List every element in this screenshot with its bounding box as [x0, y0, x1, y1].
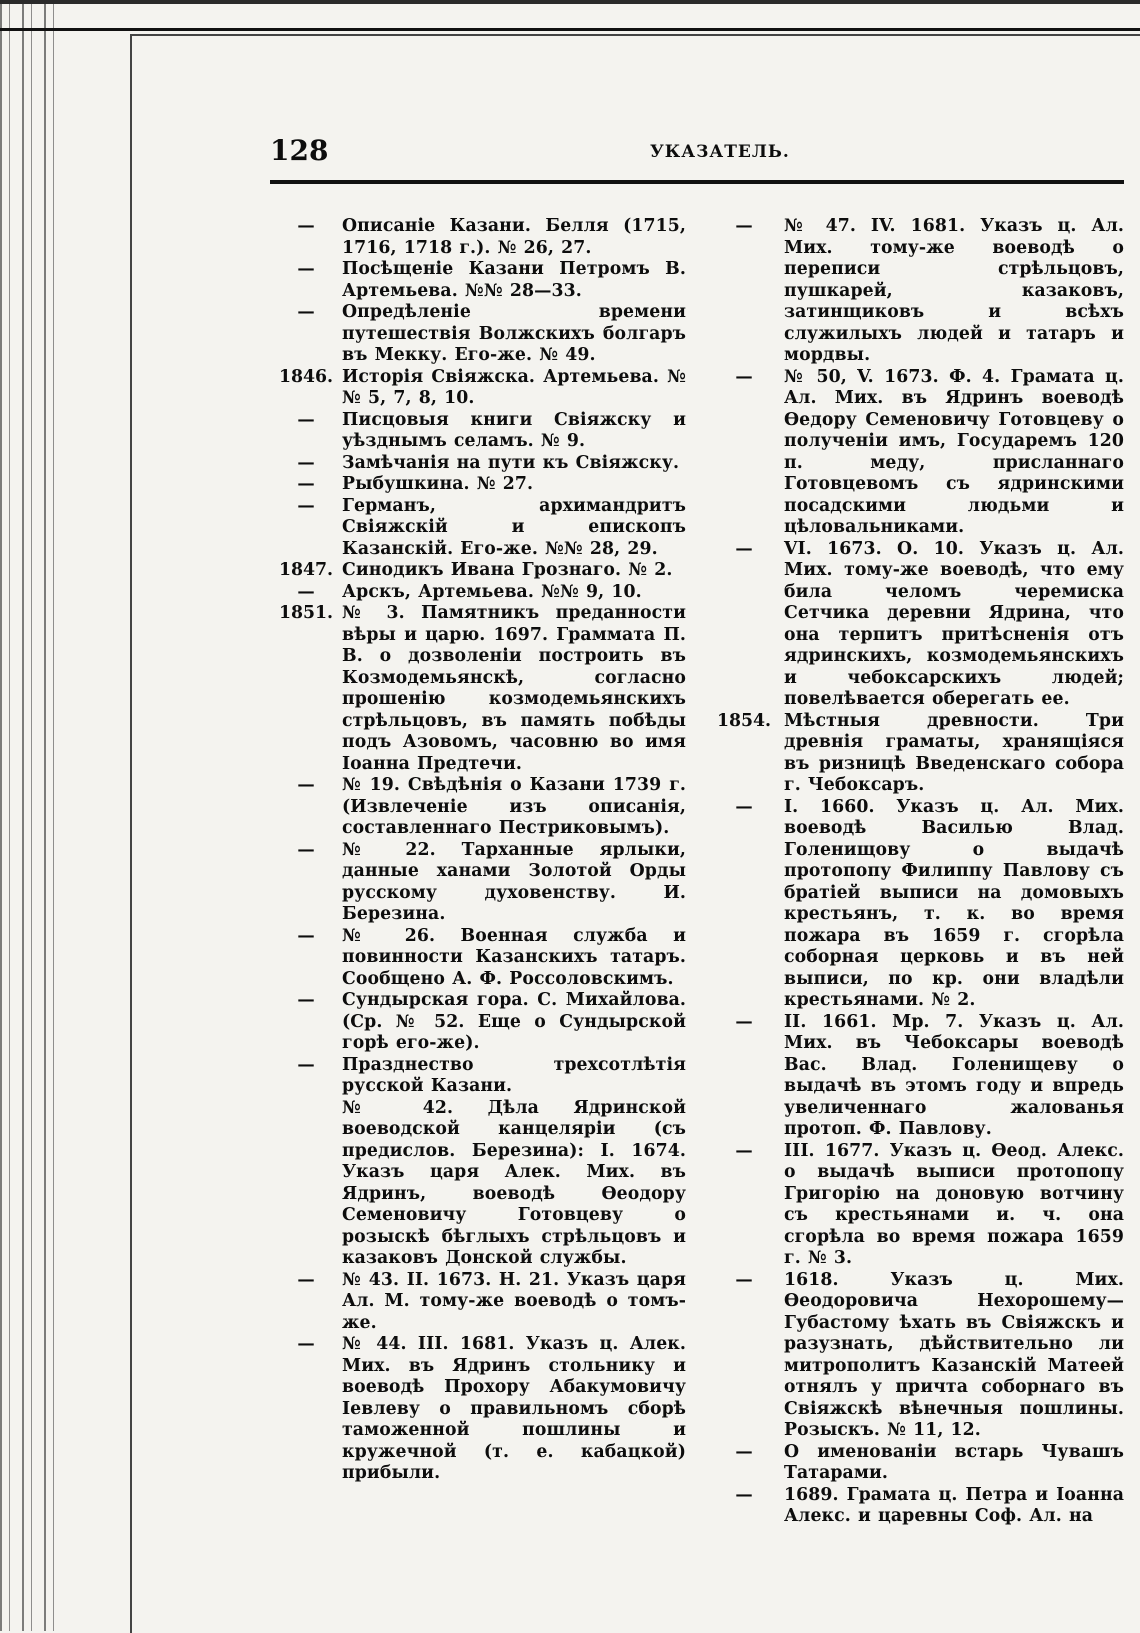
- entry-text: № 26. Военная служба и повинности Казанскихъ татаръ. Сообщено А. Ф. Россоловскимъ.: [342, 925, 686, 989]
- entry-year: —: [297, 495, 315, 516]
- running-title: УКАЗАТЕЛЬ.: [650, 142, 790, 162]
- entry-year: —: [297, 452, 315, 473]
- entry-text: О именованіи встарь Чувашъ Татарами.: [784, 1441, 1124, 1483]
- entry-year: —: [735, 1269, 753, 1290]
- entry-text: № 19. Свѣдѣнія о Казани 1739 г. (Извлеченіе изъ описанія, составленнаго Пестриковымъ).: [342, 775, 686, 838]
- entry-year: —: [297, 839, 315, 860]
- entry-text: I. 1660. Указъ ц. Ал. Мих. воеводѣ Василью Влад. Голенищову о выдачѣ протопопу Филиппу Павлову съ братіей выписи на домовыхъ крестьянъ, т. к. во время пожара въ 1659 г. сгорѣла соборная церковь и въ ней выписи, по кр. они владѣли крестьянами. № 2.: [784, 796, 1124, 1010]
- entry-year: —: [735, 1441, 753, 1462]
- index-entry: [704, 1012, 1124, 1141]
- index-entry: [270, 990, 686, 1055]
- index-entry: [270, 1334, 686, 1485]
- entry-text: № 44. III. 1681. Указъ ц. Алек. Мих. въ Ядринъ стольнику и воеводѣ Прохору Абакумовичу Іевлеву о правильномъ сборѣ таможенной пошлины и кружечной (т. е. кабацкой) прибыли.: [342, 1334, 686, 1483]
- index-entry: [270, 1055, 686, 1098]
- entry-text: III. 1677. Указъ ц. Ѳеод. Алекс. о выдачѣ выписи протопопу Григорію на доновую вотчину съ крестьянами и. ч. она сгорѣла во время пожара 1659 г. № 3.: [784, 1140, 1124, 1268]
- index-entry: [270, 367, 686, 410]
- entry-text: Рыбушкина. № 27.: [342, 474, 534, 494]
- entry-year: 1846.: [278, 366, 334, 387]
- entry-year: —: [735, 216, 753, 236]
- index-entry: [270, 302, 686, 367]
- entry-year: —: [297, 474, 315, 494]
- entry-text: Арскъ, Артемьева. №№ 9, 10.: [342, 581, 642, 602]
- scan-top-border: [0, 0, 1140, 31]
- entry-text: № 22. Тарханные ярлыки, данные ханами Золотой Орды русскому духовенству. И. Березина.: [342, 839, 686, 924]
- index-entry: [270, 560, 686, 582]
- index-entry: [704, 367, 1124, 539]
- entry-text: № 42. Дѣла Ядринской воеводской канцеляріи (съ предислов. Березина): I. 1674. Указъ царя Алек. Мих. въ Ядринъ, воеводѣ Ѳеодору Семеновичу Готовцеву о розыскѣ бѣглыхъ стрѣльцовъ и казаковъ Донской службы.: [342, 1097, 686, 1268]
- entry-text: Описаніе Казани. Белля (1715, 1716, 1718 г.). № 26, 27.: [342, 216, 686, 258]
- index-entry: [704, 1141, 1124, 1270]
- entry-year: —: [297, 302, 315, 322]
- entry-year: —: [735, 1011, 753, 1032]
- entry-text: № 47. IV. 1681. Указъ ц. Ал. Мих. тому-же воеводѣ о переписи стрѣльцовъ, пушкарей, казаковъ, затинщиковъ и всѣхъ служилыхъ людей и татаръ и мордвы.: [784, 216, 1124, 365]
- entry-year: —: [735, 1484, 753, 1505]
- index-entry: [704, 539, 1124, 711]
- entry-year: 1854.: [716, 710, 772, 731]
- entry-year: —: [297, 775, 315, 795]
- entry-text: Синодикъ Ивана Грознаго. № 2.: [342, 560, 673, 580]
- index-entry: [270, 840, 686, 926]
- entry-text: 1618. Указъ ц. Мих. Ѳеодоровича Нехорошему—Губастому ѣхать въ Свіяжскъ и разузнать, дѣйствительно ли митрополитъ Казанскій Матеей отнялъ у причта соборнаго въ Свіяжскѣ вѣнечныя пошлины. Розыскъ. № 11, 12.: [784, 1269, 1124, 1440]
- entry-year: —: [297, 1269, 315, 1290]
- index-entry: [270, 216, 686, 259]
- index-entry: [704, 711, 1124, 797]
- entry-text: № 43. II. 1673. Н. 21. Указъ царя Ал. М. тому-же воеводѣ о томъ-же.: [342, 1269, 686, 1333]
- entry-text: Опредѣленіе времени путешествія Волжскихъ болгаръ въ Мекку. Его-же. № 49.: [342, 302, 686, 365]
- entry-text: Мѣстныя древности. Три древнія граматы, хранящіяся въ ризницѣ Введенскаго собора г. Чебоксаръ.: [784, 710, 1124, 795]
- entry-text: Германъ, архимандритъ Свіяжскій и епископъ Казанскій. Его-же. №№ 28, 29.: [342, 495, 686, 559]
- index-entry: [270, 1098, 686, 1270]
- index-entry: [704, 1485, 1124, 1528]
- entry-year: 1847.: [278, 560, 334, 580]
- entry-text: Исторія Свіяжска. Артемьева. №№ 5, 7, 8, 10.: [342, 366, 686, 408]
- entry-text: Писцовыя книги Свіяжску и уѣзднымъ селамъ. № 9.: [342, 409, 686, 451]
- entry-year: —: [735, 1140, 753, 1161]
- entry-text: Замѣчанія на пути къ Свіяжску.: [342, 452, 680, 473]
- right-column: [704, 216, 1124, 1528]
- index-entry: [270, 926, 686, 991]
- entry-text: Сундырская гора. С. Михайлова. (Ср. № 52. Еще о Сундырской горѣ его-же).: [342, 990, 686, 1053]
- entry-year: 1851.: [278, 603, 334, 623]
- index-entry: [270, 259, 686, 302]
- entry-year: —: [735, 538, 753, 559]
- index-entry: [270, 603, 686, 775]
- page-number: 128: [270, 134, 329, 167]
- entry-year: —: [297, 1334, 315, 1354]
- entry-year: —: [297, 409, 315, 430]
- index-entry: [270, 453, 686, 475]
- index-entry: [270, 1270, 686, 1335]
- entry-year: —: [735, 366, 753, 387]
- entry-text: № 50, V. 1673. Ф. 4. Грамата ц. Ал. Мих. въ Ядринъ воеводѣ Ѳедору Семеновичу Готовцеву о полученіи имъ, Государемъ 120 п. меду, присланнаго Готовцевомъ съ ядринскими посадскими людьми и цѣловальниками.: [784, 366, 1124, 537]
- entry-text: VI. 1673. О. 10. Указъ ц. Ал. Мих. тому-же воеводѣ, что ему била челомъ черемиска Сетчика деревни Ядрина, что она терпитъ притѣсненія отъ ядринскихъ, козмодемьянскихъ и чебоксарскихъ людей; повелѣвается оберегать ее.: [784, 538, 1124, 709]
- entry-year: —: [297, 925, 315, 946]
- index-entry: [704, 216, 1124, 367]
- entry-text: № 3. Памятникъ преданности вѣры и царю. 1697. Граммата П. В. о дозволеніи построить въ Козмодемьянскѣ, согласно прошенію козмодемьянскихъ стрѣльцовъ, въ память побѣды подъ Азовомъ, часовню во имя Іоанна Предтечи.: [342, 603, 686, 774]
- left-column: [270, 216, 686, 1485]
- entry-text: 1689. Грамата ц. Петра и Іоанна Алекс. и царевны Соф. Ал. на: [784, 1484, 1124, 1526]
- entry-year: —: [735, 796, 753, 817]
- index-entry: [270, 775, 686, 840]
- index-entry: [270, 410, 686, 453]
- index-entry: [704, 797, 1124, 1012]
- entry-year: —: [297, 581, 315, 602]
- entry-text: Посѣщеніе Казани Петромъ В. Артемьева. №№ 28—33.: [342, 259, 686, 301]
- scan-edge-shadow: [0, 0, 64, 1631]
- entry-year: —: [297, 990, 315, 1010]
- index-entry: [270, 474, 686, 496]
- entry-text: II. 1661. Мр. 7. Указъ ц. Ал. Мих. въ Чебоксары воеводѣ Вас. Влад. Голенищеву о выдачѣ въ этомъ году и впредь увеличеннаго жалованья протоп. Ф. Павлову.: [784, 1011, 1124, 1139]
- index-entry: [704, 1270, 1124, 1442]
- page-header: [270, 134, 1124, 184]
- entry-year: —: [297, 259, 315, 279]
- entry-text: Празднество трехсотлѣтія русской Казани.: [342, 1054, 686, 1096]
- index-entry: [270, 582, 686, 604]
- entry-year: —: [297, 216, 315, 236]
- entry-year: —: [297, 1054, 315, 1075]
- index-entry: [704, 1442, 1124, 1485]
- index-entry: [270, 496, 686, 561]
